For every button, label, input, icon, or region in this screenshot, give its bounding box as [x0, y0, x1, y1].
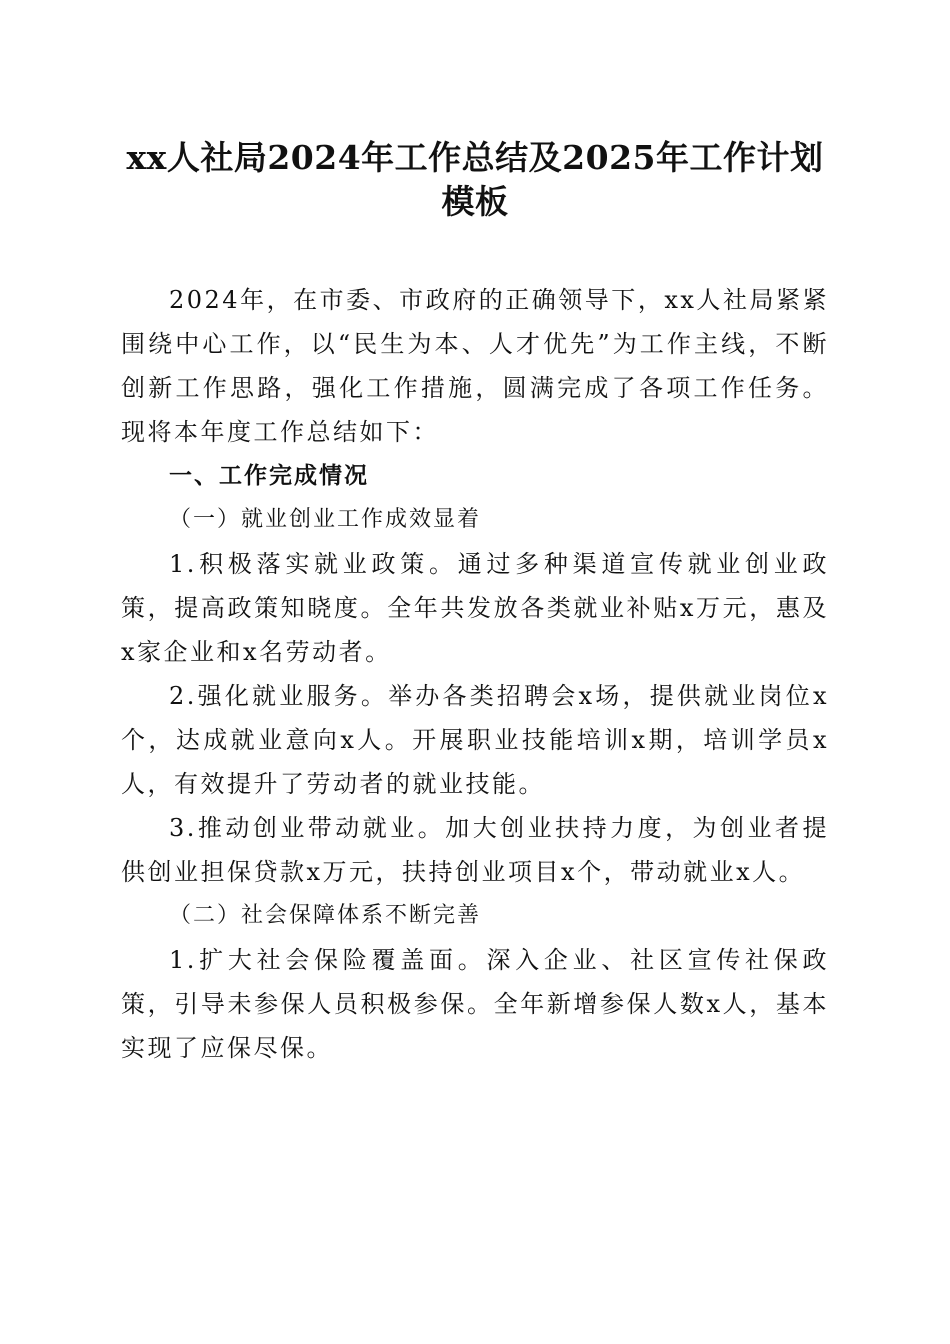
list-item: 1.积极落实就业政策。通过多种渠道宣传就业创业政策，提高政策知晓度。全年共发放各类就业补贴x万元，惠及x家企业和x名劳动者。: [121, 550, 829, 666]
title-line-1: xx人社局2024年工作总结及2025年工作计划: [126, 138, 824, 177]
list-item: 1.扩大社会保险覆盖面。深入企业、社区宣传社保政策，引导未参保人员积极参保。全年新增参保人数x人，基本实现了应保尽保。: [121, 946, 829, 1062]
title-line-2: 模板: [441, 182, 509, 221]
document-body: [121, 278, 829, 1070]
section-heading-1: 一、工作完成情况: [169, 463, 369, 489]
list-item: 2.强化就业服务。举办各类招聘会x场，提供就业岗位x个，达成就业意向x人。开展职业技能培训x期，培训学员x人，有效提升了劳动者的就业技能。: [121, 682, 829, 798]
intro-paragraph: 2024年，在市委、市政府的正确领导下，xx人社局紧紧围绕中心工作，以“民生为本、人才优先”为工作主线，不断创新工作思路，强化工作措施，圆满完成了各项工作任务。现将本年度工作总结如下：: [121, 286, 829, 446]
list-item: 3.推动创业带动就业。加大创业扶持力度，为创业者提供创业担保贷款x万元，扶持创业项目x个，带动就业x人。: [121, 814, 829, 886]
subsection-heading-2: （二）社会保障体系不断完善: [169, 903, 482, 928]
subsection-heading-1: （一）就业创业工作成效显着: [169, 507, 482, 532]
document-title: [100, 136, 850, 224]
